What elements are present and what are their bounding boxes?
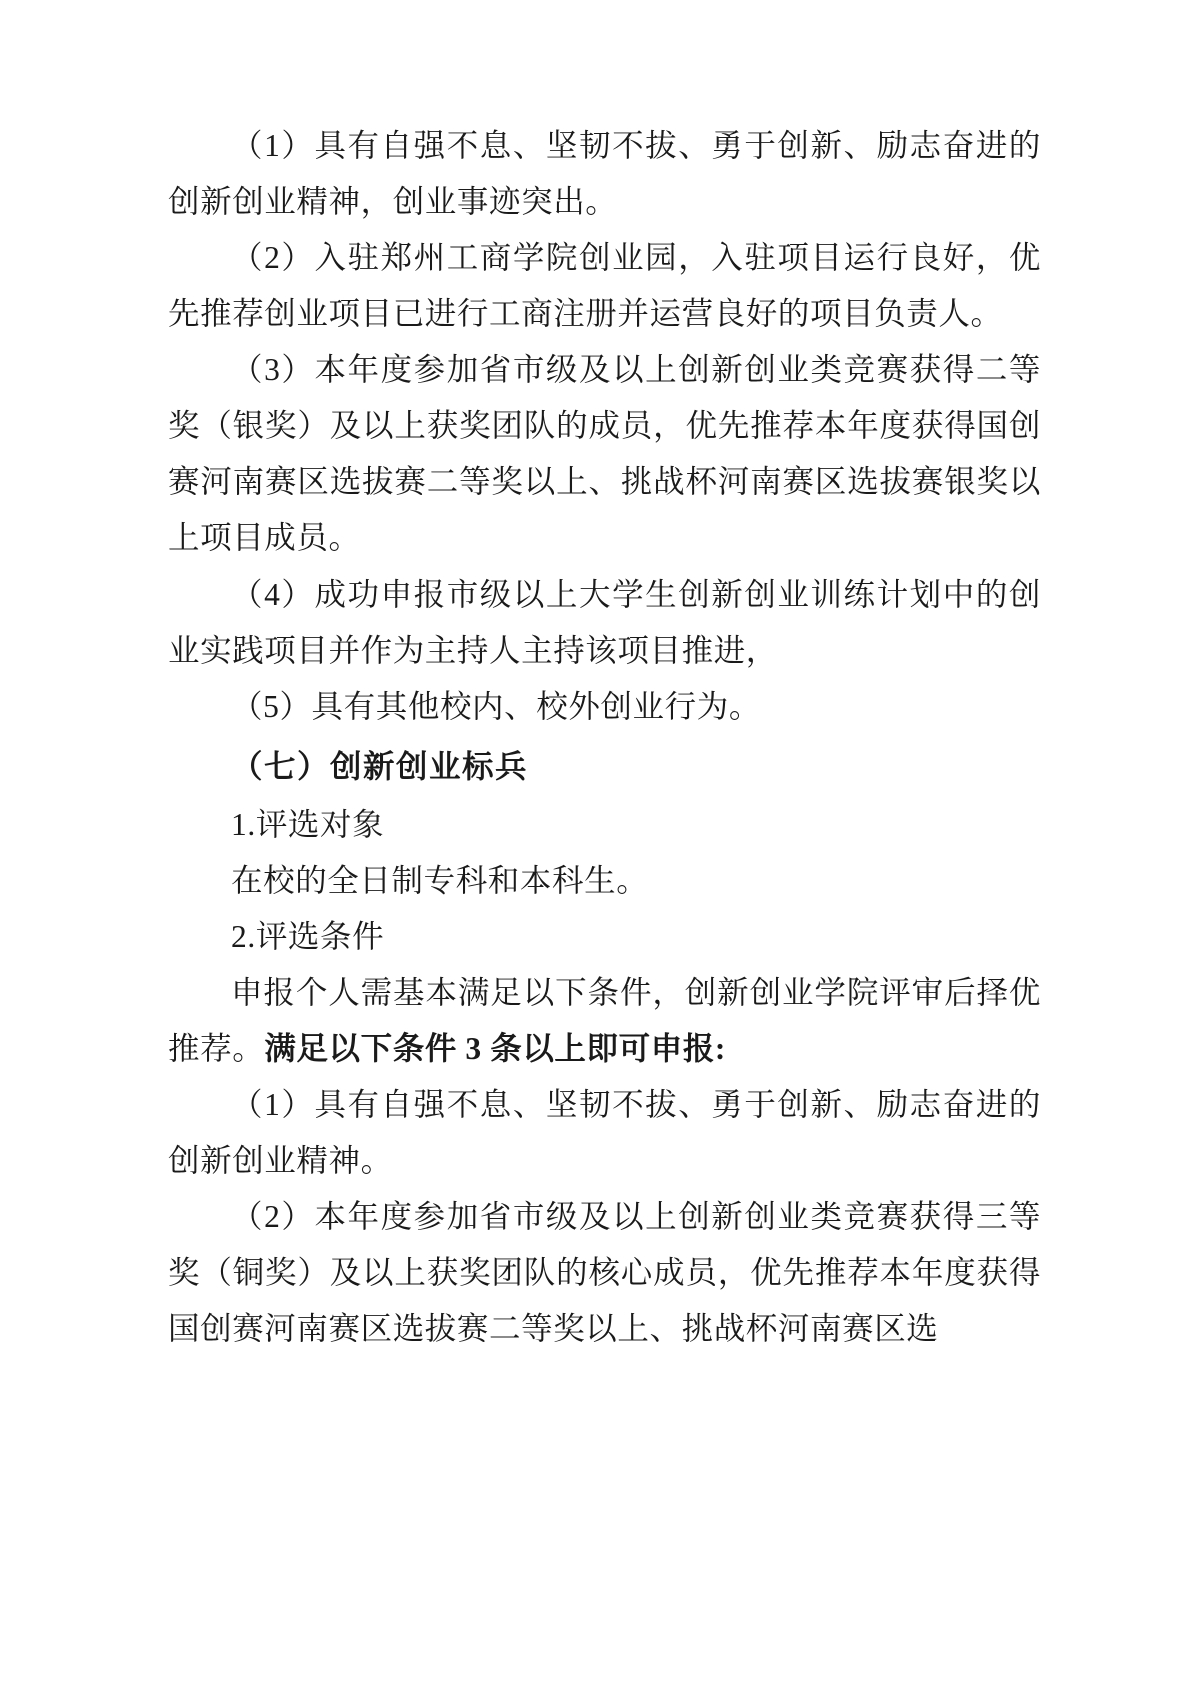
list-item-criterion-1: （1）具有自强不息、坚韧不拔、勇于创新、励志奋进的创新创业精神，创业事迹突出。 [168, 128, 1041, 220]
subsection-selection-conditions-title: 2.评选条件 [231, 918, 385, 954]
conditions-body-normal-text: 申报个人需基本满足以下条件，创新创业学院评审后择优推荐。 [168, 974, 1041, 1066]
list-item-pioneer-condition-2: （2）本年度参加省市级及以上创新创业类竞赛获得三等奖（铜奖）及以上获奖团队的核心成员，优先推荐本年度获得国创赛河南赛区选拔赛二等奖以上、挑战杯河南赛区选 [168, 1199, 1041, 1347]
subsection-selection-conditions-body [168, 965, 1041, 1077]
list-item-criterion-3: （3）本年度参加省市级及以上创新创业类竞赛获得二等奖（银奖）及以上获奖团队的成员，优先推荐本年度获得国创赛河南赛区选拔赛二等奖以上、挑战杯河南赛区选拔赛银奖以上项目成员。 [168, 352, 1041, 556]
subsection-selection-target-title: 1.评选对象 [231, 806, 385, 842]
subsection-selection-target-body: 在校的全日制专科和本科生。 [231, 862, 649, 898]
list-item-criterion-2: （2）入驻郑州工商学院创业园，入驻项目运行良好，优先推荐创业项目已进行工商注册并运营良好的项目负责人。 [168, 240, 1041, 332]
document-body [168, 118, 1041, 1357]
list-item-criterion-5: （5）具有其他校内、校外创业行为。 [231, 688, 761, 724]
conditions-body-bold-text: 满足以下条件 3 条以上即可申报: [264, 1031, 727, 1066]
section-heading-innovation-pioneer: （七）创新创业标兵 [231, 748, 529, 784]
list-item-criterion-4: （4）成功申报市级以上大学生创新创业训练计划中的创业实践项目并作为主持人主持该项目推进， [168, 576, 1041, 668]
list-item-pioneer-condition-1: （1）具有自强不息、坚韧不拔、勇于创新、励志奋进的创新创业精神。 [168, 1087, 1041, 1179]
